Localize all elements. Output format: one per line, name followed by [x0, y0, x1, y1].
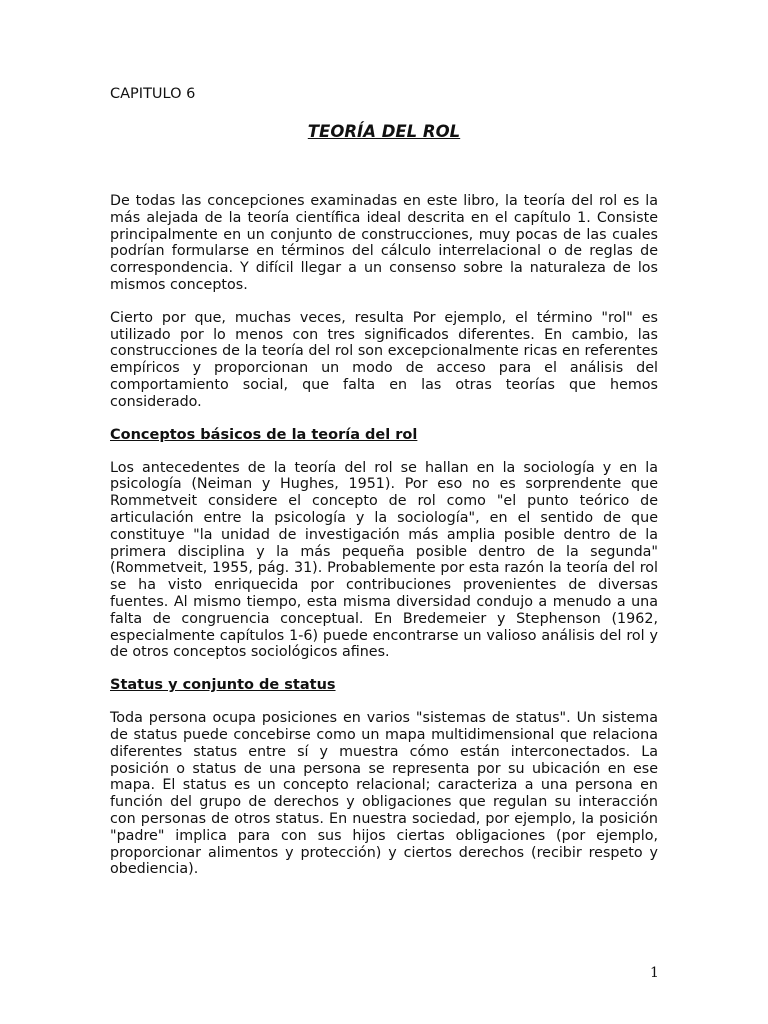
section-heading-status: Status y conjunto de status [110, 677, 336, 694]
page-number: 1 [650, 965, 659, 981]
document-page [110, 84, 658, 878]
section-paragraph-conceptos-basicos: Los antecedentes de la teoría del rol se hallan en la sociología y en la psicología (Neiman y Hughes, 1951). Por eso no es sorprendente que Rommetveit considere el concepto de rol como "el punto teórico de articulación entre la psicología y la sociología", en el sentido de que constituye "la unidad de investigación más amplia posible dentro de la primera disciplina y la más pequeña posible dentro de la segunda" (Rommetveit, 1955, pág. 31). Probablemente por esta razón la teoría del rol se ha visto enriquecida por contribuciones provenientes de diversas fuentes. Al mismo tiempo, esta misma diversidad condujo a menudo a una falta de congruencia conceptual. En Bredemeier y Stephenson (1962, especialmente capítulos 1-6) puede encontrarse un valioso análisis del rol y de otros conceptos sociológicos afines. [110, 459, 658, 661]
intro-paragraph-2: Cierto por que, muchas veces, resulta Por ejemplo, el término "rol" es utilizado por lo menos con tres significados diferentes. En cambio, las construcciones de la teoría del rol son excepcionalmente ricas en referentes empíricos y proporcionan un modo de acceso para el análisis del comportamiento social, que falta en las otras teorías que hemos considerado. [110, 309, 658, 410]
document-title: TEORÍA DEL ROL [307, 122, 461, 141]
section-paragraph-status: Toda persona ocupa posiciones en varios "sistemas de status". Un sistema de status puede concebirse como un mapa multidimensional que relaciona diferentes status entre sí y muestra cómo están interconectados. La posición o status de una persona se representa por su ubicación en ese mapa. El status es un concepto relacional; caracteriza a una persona en función del grupo de derechos y obligaciones que regulan su interacción con personas de otros status. En nuestra sociedad, por ejemplo, la posición "padre" implica para con sus hijos ciertas obligaciones (por ejemplo, proporcionar alimentos y protección) y ciertos derechos (recibir respeto y obediencia). [110, 710, 658, 878]
section-heading-conceptos-basicos: Conceptos básicos de la teoría del rol [110, 426, 418, 443]
chapter-label: CAPITULO 6 [110, 86, 196, 102]
intro-paragraph-1: De todas las concepciones examinadas en este libro, la teoría del rol es la más alejada de la teoría científica ideal descrita en el capítulo 1. Consiste principalmente en un conjunto de construcciones, muy pocas de las cuales podrían formularse en términos del cálculo interrelacional o de reglas de correspondencia. Y difícil llegar a un consenso sobre la naturaleza de los mismos conceptos. [110, 193, 658, 293]
